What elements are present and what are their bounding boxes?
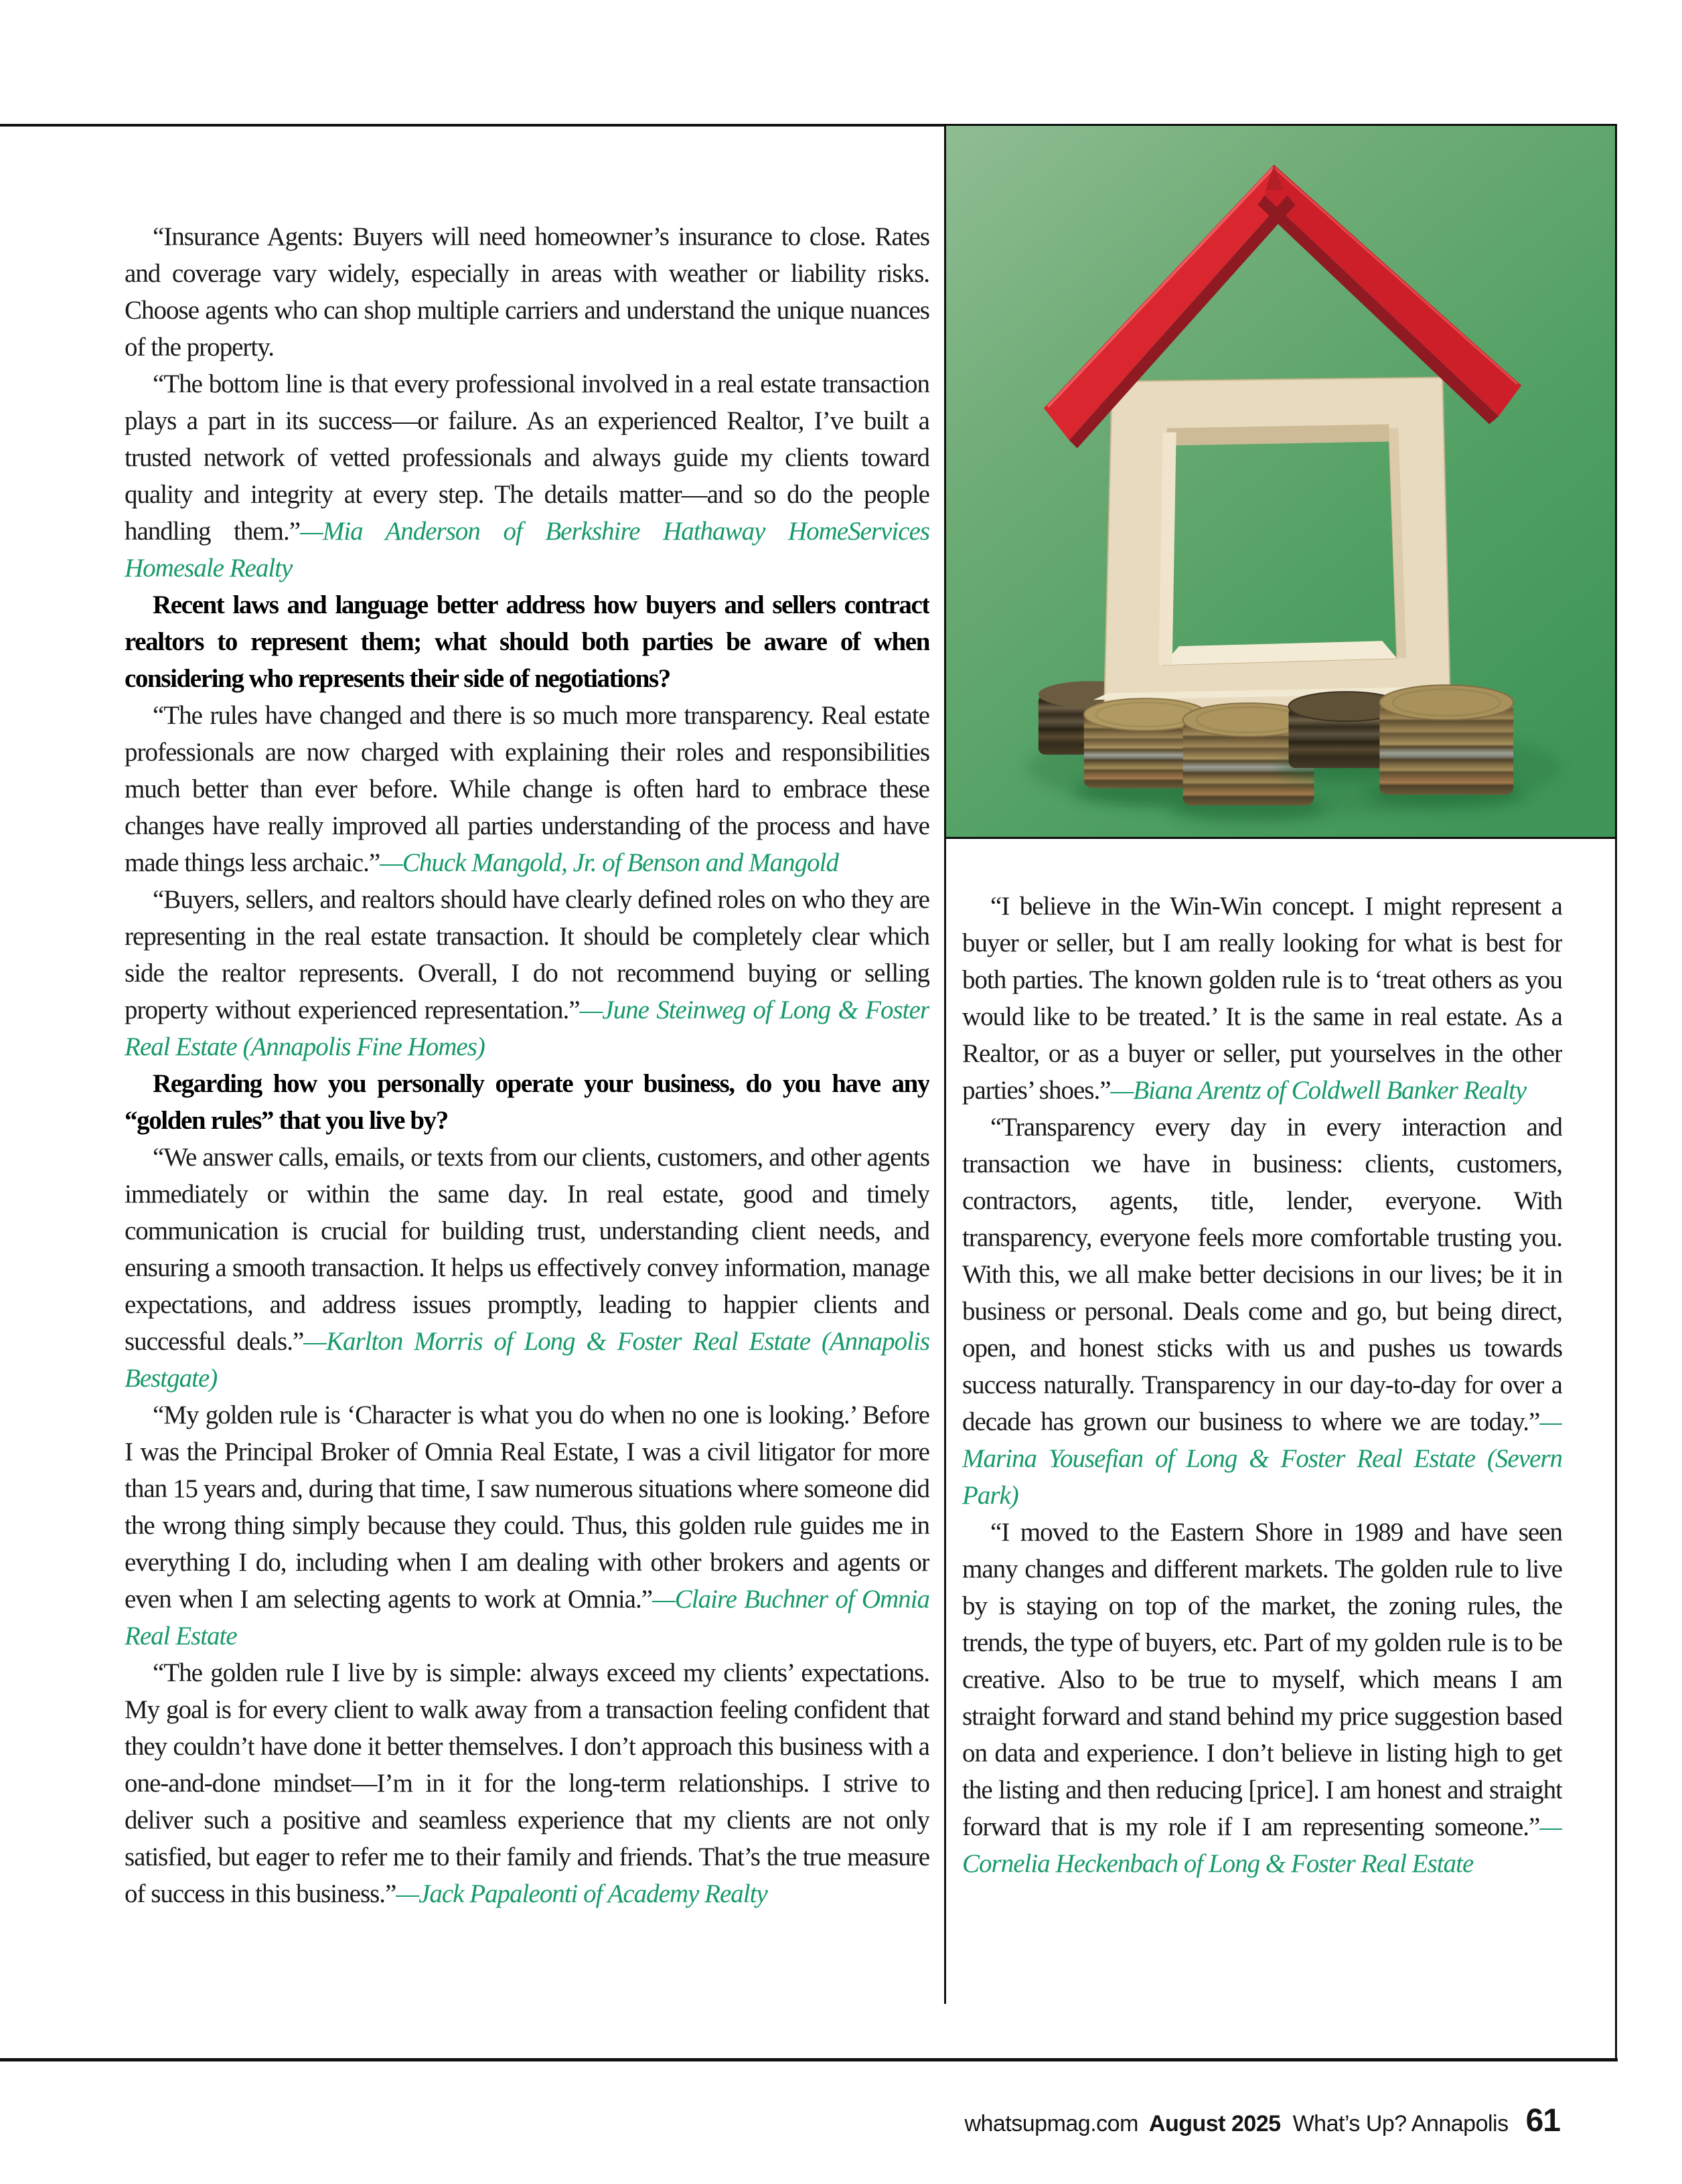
quote-text: “Transparency every day in every interaction and transaction we have in business: clients, customers, contractors, agents, title, lender, everyone. With transparency, everyone feels more comfortable trusting you. With this, we all make better decisions in our lives; be it in business or personal. Deals come and go, but being direct, open, and honest sticks with us and pushes us towards success naturally. Transparency in our day-to-day for over a decade has grown our business to where we are today.” xyxy=(962,1113,1562,1436)
quote-text: “I believe in the Win-Win concept. I might represent a buyer or seller, but I am really looking for what is best for both parties. The known golden rule is to ‘treat others as you would like to be treated.’ It is the same in real estate. As a Realtor, or as a buyer or seller, put yourselves in the other parties’ shoes.” xyxy=(962,892,1562,1105)
interview-question xyxy=(125,1065,929,1139)
paragraph xyxy=(125,218,929,366)
attribution: —Mia Anderson of Berkshire Hathaway HomeServices Homesale Realty xyxy=(125,517,929,582)
quote-text: “We answer calls, emails, or texts from our clients, customers, and other agents immediately or within the same day. In real estate, good and timely communication is crucial for building trust, understanding client needs, and ensuring a smooth transaction. It helps us effectively convey information, manage expectations, and address issues promptly, leading to happier clients and successful deals.” xyxy=(125,1143,929,1356)
attribution: —Jack Papaleonti of Academy Realty xyxy=(396,1879,767,1908)
footer-issue-date: August 2025 xyxy=(1148,2111,1281,2136)
footer-publication-name: What’s Up? Annapolis xyxy=(1292,2111,1509,2136)
coin-stack-right xyxy=(1367,685,1525,808)
attribution: —Chuck Mangold, Jr. of Benson and Mangold xyxy=(380,848,838,877)
page-footer xyxy=(964,2102,1560,2139)
attribution: —Marina Yousefian of Long & Foster Real Estate (Severn Park) xyxy=(962,1407,1562,1510)
attribution: —Claire Buchner of Omnia Real Estate xyxy=(125,1585,929,1650)
paragraph xyxy=(962,1109,1562,1514)
house-coins-photo xyxy=(944,124,1617,839)
footer-website: whatsupmag.com xyxy=(964,2111,1138,2136)
paragraph xyxy=(125,1139,929,1397)
question-text: Recent laws and language better address how buyers and sellers contract realtors to represent them; what should both parties be aware of when considering who represents their side of negotiations? xyxy=(125,591,929,693)
right-edge-rule xyxy=(1615,839,1617,2058)
quote-text: “My golden rule is ‘Character is what you do when no one is looking.’ Before I was the Principal Broker of Omnia Real Estate, I was a civil litigator for more than 15 years and, during that time, I saw numerous situations where someone did the wrong thing simply because they could. Thus, this golden rule guides me in everything I do, including when I am dealing with other brokers and agents or even when I am selecting agents to work at Omnia.” xyxy=(125,1401,929,1614)
footer-page-number: 61 xyxy=(1525,2103,1560,2138)
interview-question xyxy=(125,587,929,697)
question-text: Regarding how you personally operate your business, do you have any “golden rules” that you live by? xyxy=(125,1069,929,1135)
quote-text: “Buyers, sellers, and realtors should have clearly defined roles on who they are representing in the real estate transaction. It should be completely clear which side the realtor represents. Overall, I do not recommend buying or selling property without experienced representation.” xyxy=(125,885,929,1024)
attribution: —Biana Arentz of Coldwell Banker Realty xyxy=(1110,1076,1527,1105)
paragraph xyxy=(125,366,929,587)
quote-text: “The rules have changed and there is so much more transparency. Real estate professionals are now charged with explaining their roles and responsibilities much better than ever before. While change is often hard to embrace these changes have really improved all parties understanding of the process and have made things less archaic.” xyxy=(125,701,929,877)
attribution: —Cornelia Heckenbach of Long & Foster Real Estate xyxy=(962,1812,1562,1878)
top-rule xyxy=(0,124,945,127)
quote-text: “The bottom line is that every professional involved in a real estate transaction plays a part in its success—or failure. As an experienced Realtor, I’ve built a trusted network of vetted professionals and always guide my clients toward quality and integrity at every step. The details matter—and so do the people handling them.” xyxy=(125,370,929,546)
article-left-column xyxy=(125,218,929,2053)
bottom-rule xyxy=(0,2058,1618,2061)
paragraph xyxy=(962,888,1562,1109)
quote-text: “The golden rule I live by is simple: always exceed my clients’ expectations. My goal is for every client to walk away from a transaction feeling confident that they couldn’t have done it better themselves. I don’t approach this business with a one-and-done mindset—I’m in it for the long-term relationships. I strive to deliver such a positive and seamless experience that my clients are not only satisfied, but eager to refer me to their family and friends. That’s the true measure of success in this business.” xyxy=(125,1658,929,1908)
paragraph xyxy=(125,697,929,881)
paragraph xyxy=(125,881,929,1065)
paragraph xyxy=(962,1514,1562,1882)
column-divider-rule xyxy=(944,839,946,2004)
paragraph xyxy=(125,1654,929,1912)
article-right-column xyxy=(962,888,1562,2053)
attribution: —Karlton Morris of Long & Foster Real Estate (Annapolis Bestgate) xyxy=(125,1327,929,1393)
quote-text: “Insurance Agents: Buyers will need homeowner’s insurance to close. Rates and coverage vary widely, especially in areas with weather or liability risks. Choose agents who can shop multiple carriers and understand the unique nuances of the property. xyxy=(125,222,929,362)
house-illustration xyxy=(946,126,1615,837)
paragraph xyxy=(125,1397,929,1654)
quote-text: “I moved to the Eastern Shore in 1989 and have seen many changes and different markets. The golden rule to live by is staying on top of the market, the zoning rules, the trends, the type of buyers, etc. Part of my golden rule is to be creative. Also to be true to myself, which means I am straight forward and stand behind my price suggestion based on data and experience. I don’t believe in listing high to get the listing and then reducing [price]. I am honest and straight forward that is my role if I am representing someone.” xyxy=(962,1518,1562,1841)
attribution: —June Steinweg of Long & Foster Real Estate (Annapolis Fine Homes) xyxy=(125,996,929,1061)
